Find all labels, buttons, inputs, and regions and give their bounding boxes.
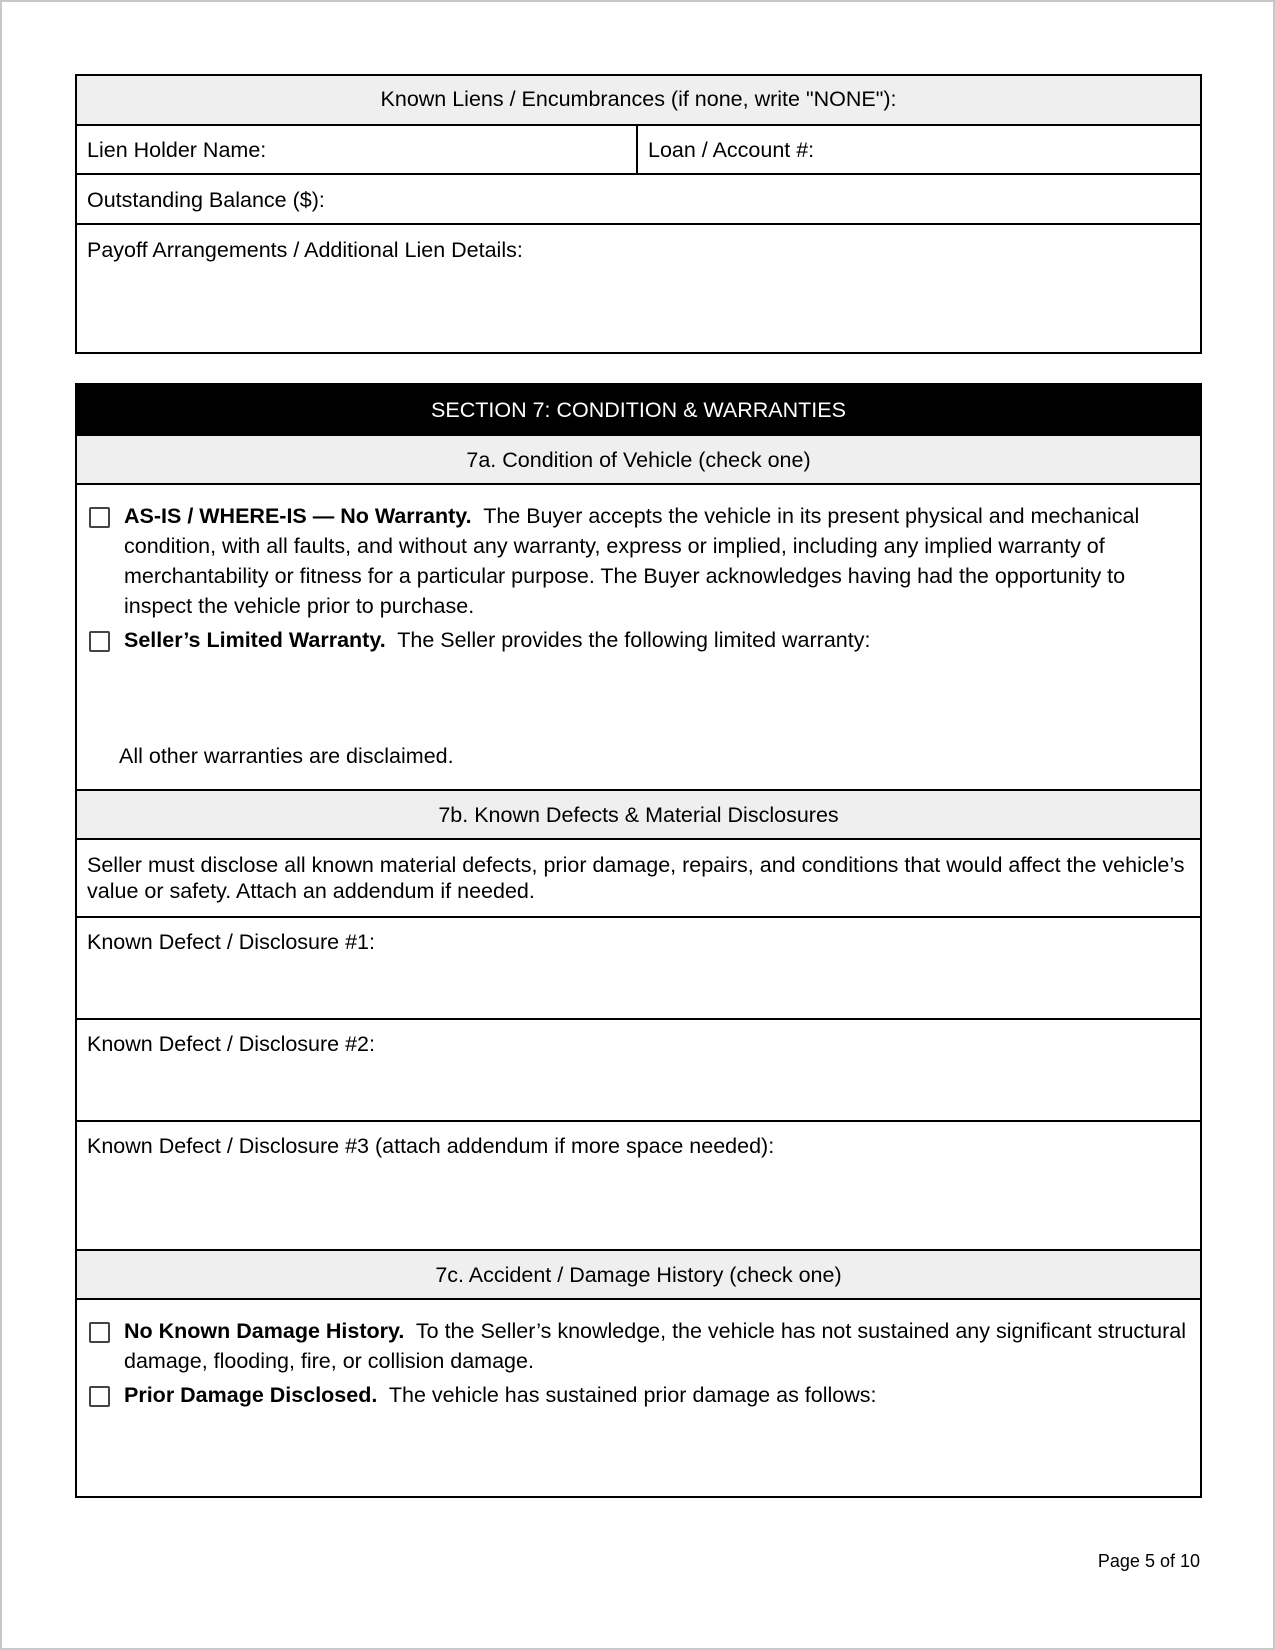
disclosure-intro: Seller must disclose all known material defects, prior damage, repairs, and conditions that would affect the vehicle’s value or safety. Attach an addendum if needed. xyxy=(77,838,1200,916)
no-damage-option-title: No Known Damage History. xyxy=(124,1319,405,1343)
section-7-table xyxy=(75,383,1202,1498)
as-is-option-title: AS-IS / WHERE-IS — No Warranty. xyxy=(124,504,472,528)
as-is-option-text: The Buyer accepts the vehicle in its present physical and mechanical condition, with all faults, and without any warranty, express or implied, including any implied warranty of merchantability or fitness for a particular purpose. The Buyer acknowledges having had the opportunity to inspect the vehicle prior to purchase. xyxy=(124,504,1140,618)
limited-warranty-option[interactable] xyxy=(89,625,1190,655)
loan-account-field[interactable]: Loan / Account #: xyxy=(648,138,815,162)
warranty-disclaimer: All other warranties are disclaimed. xyxy=(119,744,454,768)
defect-field-1[interactable]: Known Defect / Disclosure #1: xyxy=(77,916,1200,1018)
prior-damage-option[interactable] xyxy=(89,1380,1190,1410)
lien-holder-row xyxy=(77,124,1200,173)
prior-damage-option-title: Prior Damage Disclosed. xyxy=(124,1383,378,1407)
outstanding-balance-field[interactable]: Outstanding Balance ($): xyxy=(77,173,1200,223)
condition-options xyxy=(77,483,1200,789)
prior-damage-checkbox[interactable] xyxy=(89,1386,110,1407)
page-number: Page 5 of 10 xyxy=(1097,1551,1200,1571)
subsection-7c-title: 7c. Accident / Damage History (check one) xyxy=(77,1249,1200,1298)
limited-warranty-checkbox[interactable] xyxy=(89,631,110,652)
no-damage-option[interactable] xyxy=(89,1316,1190,1376)
defect-field-2[interactable]: Known Defect / Disclosure #2: xyxy=(77,1018,1200,1120)
limited-warranty-option-title: Seller’s Limited Warranty. xyxy=(124,628,386,652)
payoff-details-field[interactable]: Payoff Arrangements / Additional Lien Details: xyxy=(77,223,1200,350)
no-damage-checkbox[interactable] xyxy=(89,1322,110,1343)
defect-field-3[interactable]: Known Defect / Disclosure #3 (attach addendum if more space needed): xyxy=(77,1120,1200,1249)
liens-table xyxy=(75,74,1202,354)
as-is-option[interactable] xyxy=(89,501,1190,621)
subsection-7a-title: 7a. Condition of Vehicle (check one) xyxy=(77,434,1200,483)
prior-damage-option-text: The vehicle has sustained prior damage as follows: xyxy=(388,1383,877,1407)
damage-history-options xyxy=(77,1298,1200,1497)
section-7-title: SECTION 7: CONDITION & WARRANTIES xyxy=(77,385,1200,434)
liens-header: Known Liens / Encumbrances (if none, write "NONE"): xyxy=(77,76,1200,124)
lien-holder-field[interactable]: Lien Holder Name: xyxy=(77,126,638,173)
subsection-7b-title: 7b. Known Defects & Material Disclosures xyxy=(77,789,1200,838)
as-is-checkbox[interactable] xyxy=(89,507,110,528)
limited-warranty-option-text: The Seller provides the following limited warranty: xyxy=(397,628,871,652)
no-damage-option-text: To the Seller’s knowledge, the vehicle has not sustained any significant structural damage, flooding, fire, or collision damage. xyxy=(124,1319,1186,1373)
